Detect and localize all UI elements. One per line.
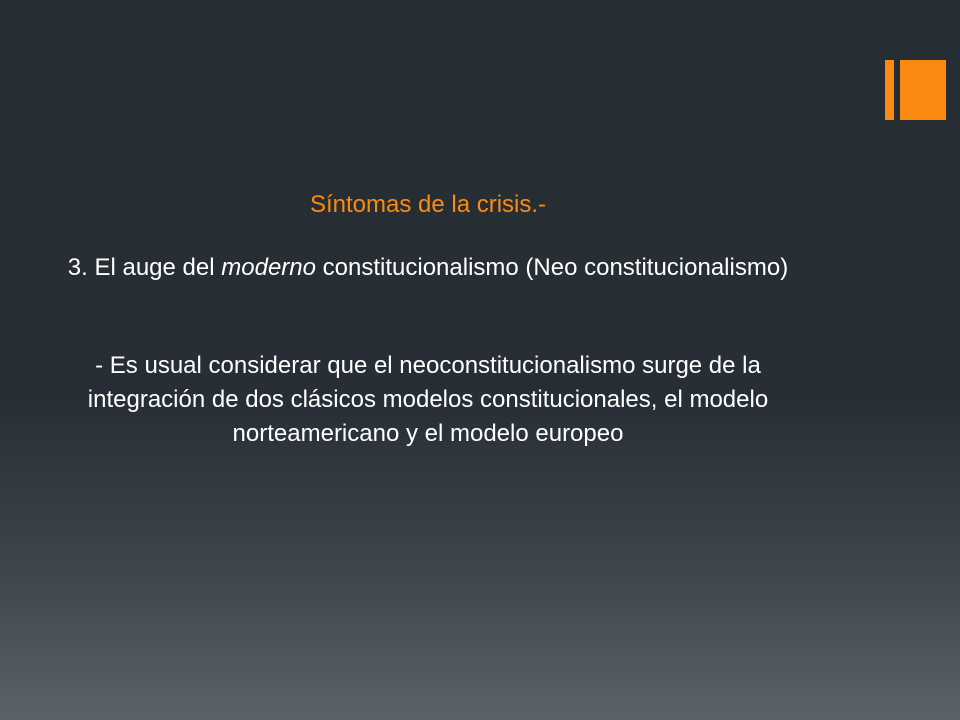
slide-content	[40, 188, 816, 451]
subheading-text-start: 3. El auge del	[67, 254, 222, 281]
subheading-emphasis: moderno	[221, 254, 316, 281]
slide-subheading	[40, 251, 816, 285]
accent-bar-wide	[900, 60, 946, 120]
accent-bar-thin	[885, 60, 894, 120]
slide-heading: Síntomas de la crisis.-	[309, 191, 547, 218]
subheading-text-end: constitucionalismo (Neo constitucionalismo)	[315, 254, 789, 281]
slide-body-text: - Es usual considerar que el neoconstitucionalismo surge de la integración de dos clásicos modelos constitucionales, el modelo norteamericano y el modelo europeo	[87, 352, 769, 447]
